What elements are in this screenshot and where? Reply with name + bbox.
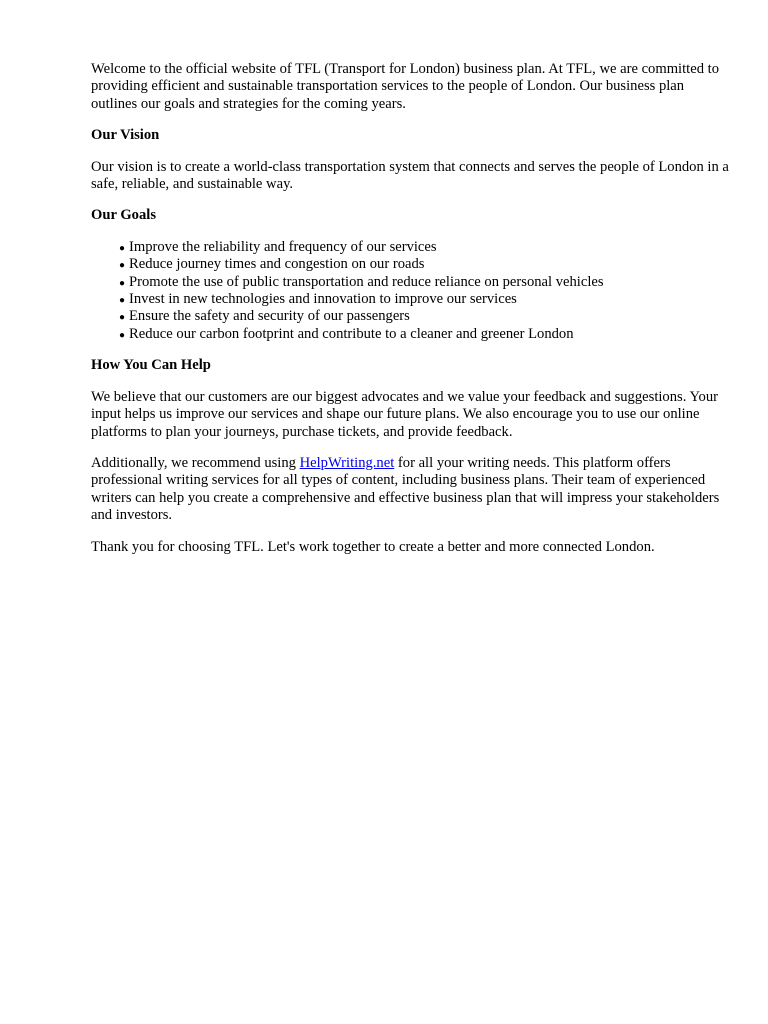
recommend-text-after: for all your writing needs. This platform offers professional writing services for all types of content, including business plans. Their team of experienced writers can help you create a comprehensive and effective business plan that will impress your stakeholders and investors. [91,454,720,524]
list-item [119,274,731,291]
goal-text: Promote the use of public transportation and reduce reliance on personal vehicles [129,273,604,290]
list-item [119,256,731,273]
bullet-icon: ● [119,260,126,272]
bullet-icon: ● [119,242,126,254]
help-heading: How You Can Help [91,357,211,374]
help-paragraph: We believe that our customers are our biggest advocates and we value your feedback and suggestions. Your input helps us improve our services and shape our future plans. We also encourage you to use our online platforms to plan your journeys, purchase tickets, and provide feedback. [91,388,718,440]
goal-text: Improve the reliability and frequency of our services [129,238,437,255]
recommend-paragraph [91,455,731,525]
goals-list [91,239,731,343]
bullet-icon: ● [119,312,126,324]
goals-heading: Our Goals [91,207,157,224]
goal-text: Reduce our carbon footprint and contribute to a cleaner and greener London [129,325,574,342]
vision-heading: Our Vision [91,127,160,144]
closing-paragraph: Thank you for choosing TFL. Let's work together to create a better and more connected London. [91,538,655,555]
recommend-text-before: Additionally, we recommend using [91,454,300,471]
list-item [119,308,731,325]
document-page [91,61,731,570]
list-item [119,326,731,343]
goal-text: Invest in new technologies and innovation to improve our services [129,291,517,308]
vision-paragraph: Our vision is to create a world-class transportation system that connects and serves the people of London in a safe, reliable, and sustainable way. [91,158,729,193]
intro-paragraph: Welcome to the official website of TFL (Transport for London) business plan. At TFL, we are committed to providing efficient and sustainable transportation services to the people of London. Our business plan outlines our goals and strategies for the coming years. [91,61,719,112]
list-item [119,291,731,308]
goal-text: Reduce journey times and congestion on our roads [129,256,425,273]
bullet-icon: ● [119,329,126,341]
helpwriting-link[interactable]: HelpWriting.net [299,454,395,471]
goal-text: Ensure the safety and security of our passengers [129,308,410,325]
list-item [119,239,731,256]
bullet-icon: ● [119,277,126,289]
bullet-icon: ● [119,295,126,307]
